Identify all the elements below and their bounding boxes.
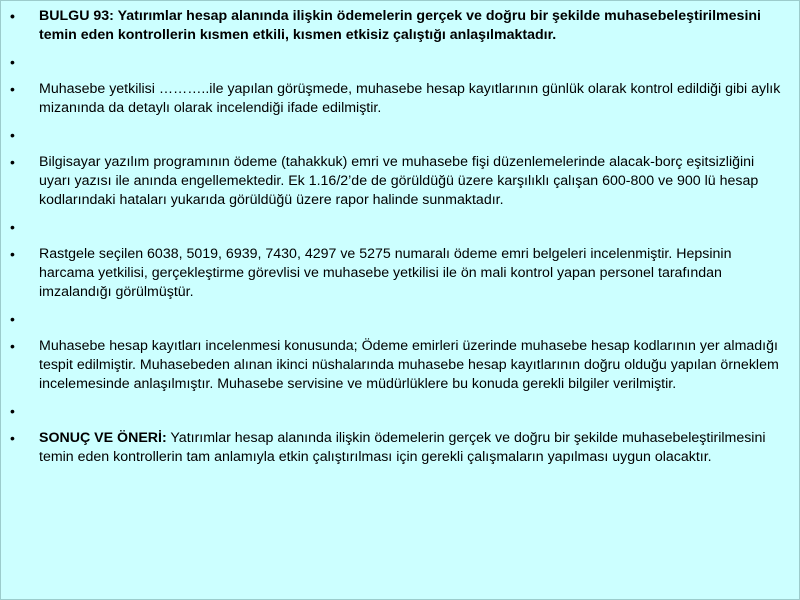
- bullet-list: [1, 7, 791, 467]
- records-bullet: [1, 337, 791, 394]
- conclusion-text: Yatırımlar hesap alanında ilişkin ödemelerin gerçek ve doğru bir şekilde muhasebeleştirilmesini temin eden kontrollerin tam anlamıyla etkin çalıştırılması için gerekli çalışmaların yapılması uygun olacaktır.: [39, 430, 766, 465]
- records-text: Muhasebe hesap kayıtları incelenmesi konusunda; Ödeme emirleri üzerinde muhasebe hesap kodlarının yer almadığı tespit edilmiştir. Muhasebeden alınan ikinci nüshalarında muhasebe hesap kayıtlarının doğru olduğu yapılan örneklem incelemesinde anlaşılmıştır. Muhasebe servisine ve müdürlüklere bu konuda gerekli bilgiler verilmiştir.: [39, 338, 779, 392]
- empty-bullet: [1, 53, 791, 72]
- sample-bullet: [1, 245, 791, 302]
- sample-text: Rastgele seçilen 6038, 5019, 6939, 7430, 4297 ve 5275 numaralı ödeme emri belgeleri incelenmiştir. Hepsinin harcama yetkilisi, gerçekleştirme görevlisi ve muhasebe yetkilisi ile ön mali kontrol yapan personel tarafından imzalandığı görülmüştür.: [39, 246, 732, 300]
- interview-bullet: [1, 80, 791, 118]
- empty-bullet: [1, 126, 791, 145]
- empty-bullet: [1, 310, 791, 329]
- software-text: Bilgisayar yazılım programının ödeme (tahakkuk) emri ve muhasebe fişi düzenlemelerinde alacak-borç eşitsizliğini uyarı yazısı ile anında engellemektedir. Ek 1.16/2’de de görüldüğü üzere karşılıklı çalışan 600-800 ve 900 lü hesap kodlarındaki hataları yukarıda görüldüğü üzere rapor halinde sunmaktadır.: [39, 154, 759, 208]
- conclusion-lead: SONUÇ VE ÖNERİ:: [39, 430, 167, 446]
- software-bullet: [1, 153, 791, 210]
- finding-text: Yatırımlar hesap alanında ilişkin ödemelerin gerçek ve doğru bir şekilde muhasebeleştirilmesini temin eden kontrollerin kısmen etkili, kısmen etkisiz çalıştığı anlaşılmaktadır.: [39, 8, 761, 43]
- finding-bullet: [1, 7, 791, 45]
- finding-lead: BULGU 93:: [39, 8, 114, 24]
- interview-text: Muhasebe yetkilisi ………..ile yapılan görüşmede, muhasebe hesap kayıtlarının günlük olarak kontrol edildiği gibi aylık mizanında da detaylı olarak incelendiği ifade edilmiştir.: [39, 81, 781, 116]
- empty-bullet: [1, 402, 791, 421]
- conclusion-bullet: [1, 429, 791, 467]
- empty-bullet: [1, 218, 791, 237]
